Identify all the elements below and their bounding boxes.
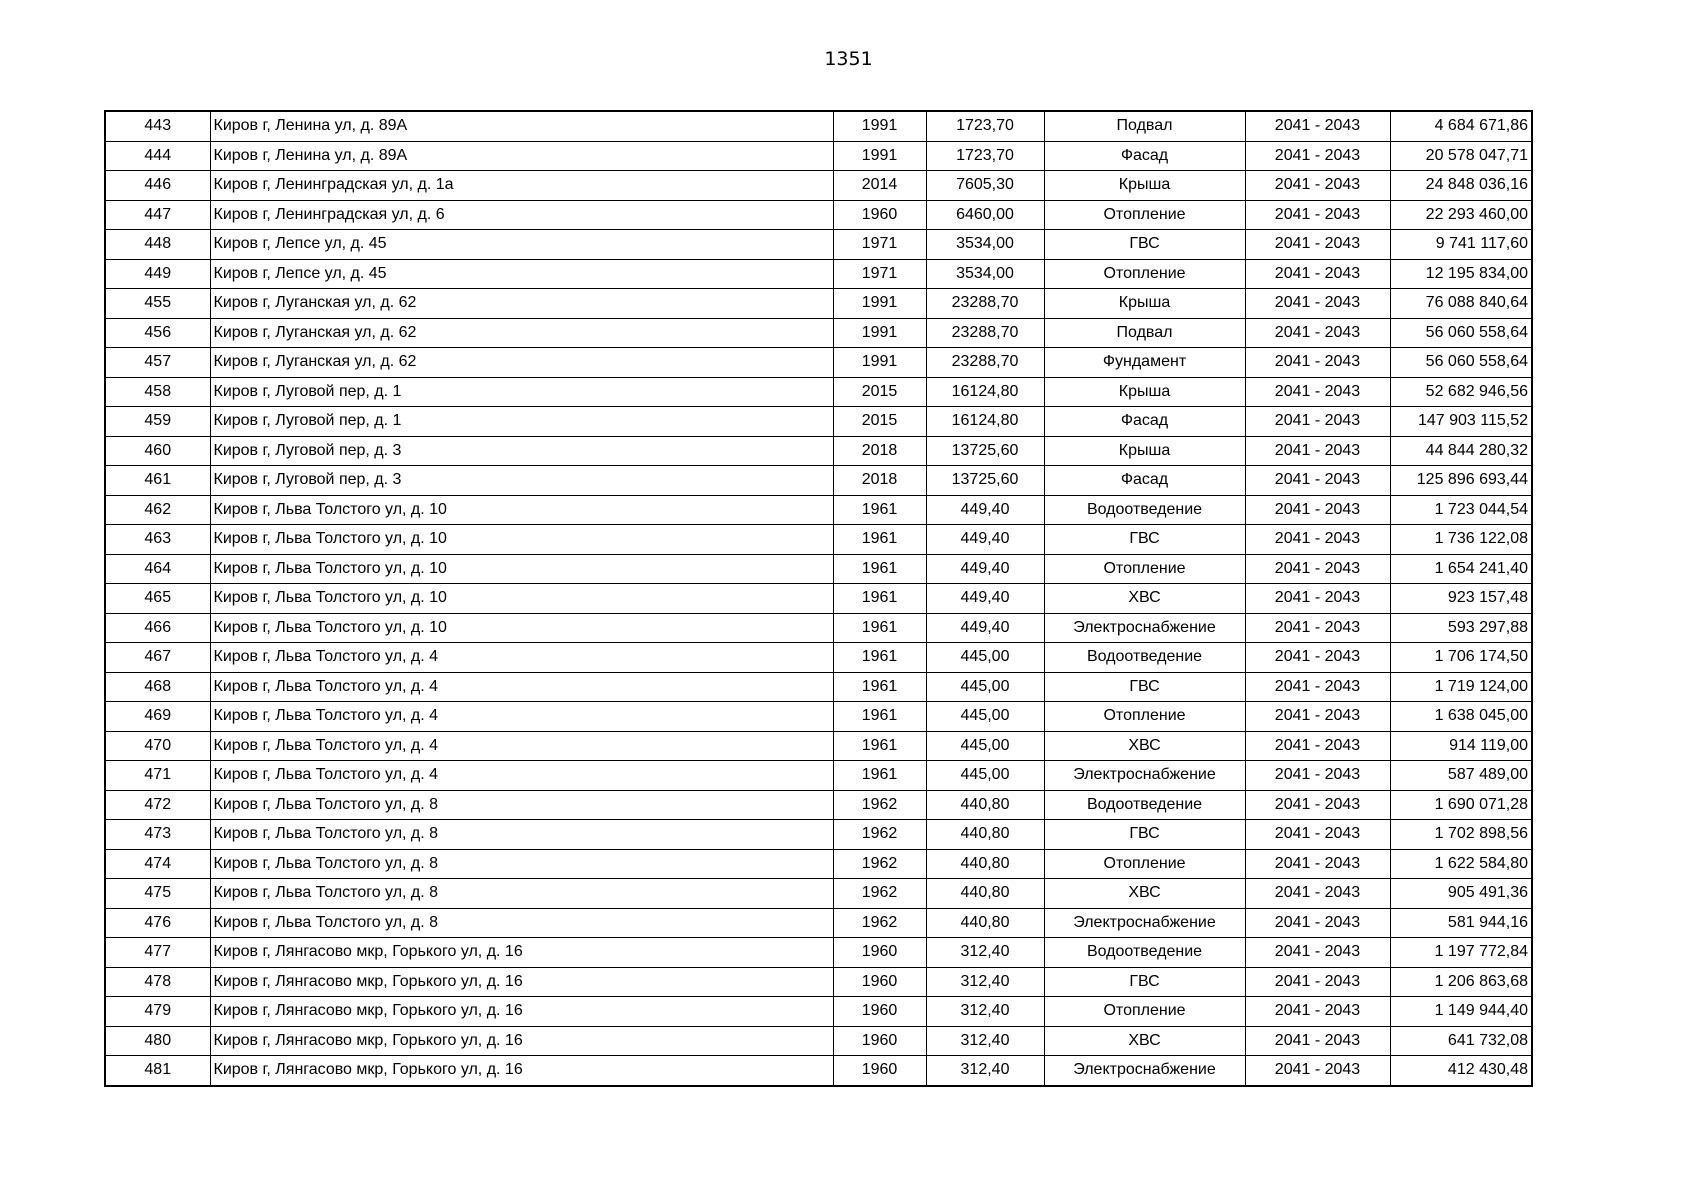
table-row (105, 259, 1532, 289)
cost-cell: 9 741 117,60 (1390, 230, 1532, 260)
table-row (105, 111, 1532, 141)
row-number-cell: 464 (105, 554, 210, 584)
area-cell: 445,00 (926, 731, 1044, 761)
table-row (105, 731, 1532, 761)
row-number-cell: 479 (105, 997, 210, 1027)
build-year-cell: 1991 (833, 348, 926, 378)
area-cell: 6460,00 (926, 200, 1044, 230)
area-cell: 445,00 (926, 643, 1044, 673)
row-number-cell: 455 (105, 289, 210, 319)
table-row (105, 672, 1532, 702)
address-cell: Киров г, Льва Толстого ул, д. 4 (210, 761, 833, 791)
address-cell: Киров г, Лянгасово мкр, Горького ул, д. 16 (210, 938, 833, 968)
table-row (105, 466, 1532, 496)
period-cell: 2041 - 2043 (1245, 259, 1390, 289)
period-cell: 2041 - 2043 (1245, 554, 1390, 584)
address-cell: Киров г, Луговой пер, д. 1 (210, 377, 833, 407)
period-cell: 2041 - 2043 (1245, 348, 1390, 378)
cost-cell: 56 060 558,64 (1390, 348, 1532, 378)
work-type-cell: ХВС (1044, 584, 1245, 614)
work-type-cell: Крыша (1044, 436, 1245, 466)
build-year-cell: 2014 (833, 171, 926, 201)
table-row (105, 908, 1532, 938)
table-row (105, 377, 1532, 407)
cost-cell: 1 706 174,50 (1390, 643, 1532, 673)
area-cell: 312,40 (926, 967, 1044, 997)
cost-cell: 1 149 944,40 (1390, 997, 1532, 1027)
cost-cell: 20 578 047,71 (1390, 141, 1532, 171)
area-cell: 440,80 (926, 790, 1044, 820)
address-cell: Киров г, Лянгасово мкр, Горького ул, д. 16 (210, 1056, 833, 1086)
area-cell: 312,40 (926, 997, 1044, 1027)
work-type-cell: Электроснабжение (1044, 1056, 1245, 1086)
table-row (105, 613, 1532, 643)
page-number: 1351 (824, 48, 873, 70)
period-cell: 2041 - 2043 (1245, 200, 1390, 230)
build-year-cell: 1960 (833, 938, 926, 968)
area-cell: 312,40 (926, 938, 1044, 968)
row-number-cell: 481 (105, 1056, 210, 1086)
build-year-cell: 1960 (833, 200, 926, 230)
period-cell: 2041 - 2043 (1245, 702, 1390, 732)
period-cell: 2041 - 2043 (1245, 318, 1390, 348)
area-cell: 23288,70 (926, 348, 1044, 378)
work-type-cell: ХВС (1044, 731, 1245, 761)
period-cell: 2041 - 2043 (1245, 879, 1390, 909)
work-type-cell: Электроснабжение (1044, 761, 1245, 791)
table-row (105, 171, 1532, 201)
area-cell: 440,80 (926, 849, 1044, 879)
cost-cell: 1 197 772,84 (1390, 938, 1532, 968)
build-year-cell: 1962 (833, 879, 926, 909)
area-cell: 7605,30 (926, 171, 1044, 201)
cost-cell: 147 903 115,52 (1390, 407, 1532, 437)
cost-cell: 12 195 834,00 (1390, 259, 1532, 289)
row-number-cell: 459 (105, 407, 210, 437)
capital-repair-table (104, 110, 1533, 1087)
address-cell: Киров г, Лепсе ул, д. 45 (210, 259, 833, 289)
address-cell: Киров г, Льва Толстого ул, д. 10 (210, 495, 833, 525)
period-cell: 2041 - 2043 (1245, 584, 1390, 614)
period-cell: 2041 - 2043 (1245, 436, 1390, 466)
build-year-cell: 1991 (833, 318, 926, 348)
work-type-cell: ГВС (1044, 672, 1245, 702)
table-row (105, 318, 1532, 348)
table-row (105, 200, 1532, 230)
cost-cell: 52 682 946,56 (1390, 377, 1532, 407)
address-cell: Киров г, Льва Толстого ул, д. 10 (210, 613, 833, 643)
row-number-cell: 467 (105, 643, 210, 673)
cost-cell: 125 896 693,44 (1390, 466, 1532, 496)
work-type-cell: ХВС (1044, 879, 1245, 909)
cost-cell: 44 844 280,32 (1390, 436, 1532, 466)
build-year-cell: 2015 (833, 377, 926, 407)
table-row (105, 790, 1532, 820)
cost-cell: 1 723 044,54 (1390, 495, 1532, 525)
period-cell: 2041 - 2043 (1245, 466, 1390, 496)
build-year-cell: 1962 (833, 790, 926, 820)
address-cell: Киров г, Лянгасово мкр, Горького ул, д. 16 (210, 1026, 833, 1056)
work-type-cell: Водоотведение (1044, 495, 1245, 525)
row-number-cell: 472 (105, 790, 210, 820)
period-cell: 2041 - 2043 (1245, 289, 1390, 319)
address-cell: Киров г, Льва Толстого ул, д. 4 (210, 731, 833, 761)
address-cell: Киров г, Льва Толстого ул, д. 4 (210, 672, 833, 702)
work-type-cell: Водоотведение (1044, 643, 1245, 673)
period-cell: 2041 - 2043 (1245, 1056, 1390, 1086)
cost-cell: 1 690 071,28 (1390, 790, 1532, 820)
row-number-cell: 471 (105, 761, 210, 791)
address-cell: Киров г, Луганская ул, д. 62 (210, 348, 833, 378)
area-cell: 449,40 (926, 525, 1044, 555)
work-type-cell: Отопление (1044, 849, 1245, 879)
area-cell: 449,40 (926, 495, 1044, 525)
area-cell: 1723,70 (926, 141, 1044, 171)
area-cell: 445,00 (926, 761, 1044, 791)
row-number-cell: 470 (105, 731, 210, 761)
build-year-cell: 1991 (833, 141, 926, 171)
work-type-cell: Крыша (1044, 289, 1245, 319)
row-number-cell: 448 (105, 230, 210, 260)
row-number-cell: 478 (105, 967, 210, 997)
work-type-cell: Фасад (1044, 407, 1245, 437)
period-cell: 2041 - 2043 (1245, 761, 1390, 791)
area-cell: 449,40 (926, 584, 1044, 614)
address-cell: Киров г, Ленина ул, д. 89А (210, 111, 833, 141)
address-cell: Киров г, Луговой пер, д. 3 (210, 466, 833, 496)
build-year-cell: 1960 (833, 1026, 926, 1056)
row-number-cell: 474 (105, 849, 210, 879)
cost-cell: 581 944,16 (1390, 908, 1532, 938)
area-cell: 449,40 (926, 613, 1044, 643)
period-cell: 2041 - 2043 (1245, 1026, 1390, 1056)
address-cell: Киров г, Лянгасово мкр, Горького ул, д. 16 (210, 967, 833, 997)
work-type-cell: ГВС (1044, 820, 1245, 850)
build-year-cell: 1962 (833, 820, 926, 850)
work-type-cell: ХВС (1044, 1026, 1245, 1056)
address-cell: Киров г, Льва Толстого ул, д. 8 (210, 849, 833, 879)
period-cell: 2041 - 2043 (1245, 171, 1390, 201)
build-year-cell: 1962 (833, 908, 926, 938)
area-cell: 445,00 (926, 702, 1044, 732)
row-number-cell: 446 (105, 171, 210, 201)
table-row (105, 849, 1532, 879)
table-row (105, 230, 1532, 260)
area-cell: 449,40 (926, 554, 1044, 584)
build-year-cell: 1971 (833, 259, 926, 289)
table-row (105, 141, 1532, 171)
row-number-cell: 465 (105, 584, 210, 614)
work-type-cell: Отопление (1044, 702, 1245, 732)
area-cell: 23288,70 (926, 289, 1044, 319)
address-cell: Киров г, Льва Толстого ул, д. 10 (210, 554, 833, 584)
period-cell: 2041 - 2043 (1245, 141, 1390, 171)
cost-cell: 1 719 124,00 (1390, 672, 1532, 702)
build-year-cell: 1961 (833, 672, 926, 702)
area-cell: 13725,60 (926, 466, 1044, 496)
area-cell: 440,80 (926, 908, 1044, 938)
address-cell: Киров г, Льва Толстого ул, д. 10 (210, 584, 833, 614)
row-number-cell: 462 (105, 495, 210, 525)
row-number-cell: 476 (105, 908, 210, 938)
table-row (105, 643, 1532, 673)
build-year-cell: 1961 (833, 495, 926, 525)
area-cell: 312,40 (926, 1056, 1044, 1086)
row-number-cell: 447 (105, 200, 210, 230)
work-type-cell: Крыша (1044, 377, 1245, 407)
period-cell: 2041 - 2043 (1245, 908, 1390, 938)
cost-cell: 923 157,48 (1390, 584, 1532, 614)
work-type-cell: ГВС (1044, 230, 1245, 260)
row-number-cell: 457 (105, 348, 210, 378)
work-type-cell: ГВС (1044, 525, 1245, 555)
row-number-cell: 460 (105, 436, 210, 466)
period-cell: 2041 - 2043 (1245, 790, 1390, 820)
row-number-cell: 444 (105, 141, 210, 171)
cost-cell: 587 489,00 (1390, 761, 1532, 791)
row-number-cell: 443 (105, 111, 210, 141)
address-cell: Киров г, Ленинградская ул, д. 1а (210, 171, 833, 201)
area-cell: 16124,80 (926, 377, 1044, 407)
build-year-cell: 1961 (833, 702, 926, 732)
period-cell: 2041 - 2043 (1245, 731, 1390, 761)
build-year-cell: 1960 (833, 997, 926, 1027)
period-cell: 2041 - 2043 (1245, 525, 1390, 555)
table-row (105, 495, 1532, 525)
table-row (105, 938, 1532, 968)
period-cell: 2041 - 2043 (1245, 672, 1390, 702)
row-number-cell: 466 (105, 613, 210, 643)
cost-cell: 1 206 863,68 (1390, 967, 1532, 997)
table-row (105, 348, 1532, 378)
work-type-cell: Подвал (1044, 111, 1245, 141)
address-cell: Киров г, Льва Толстого ул, д. 10 (210, 525, 833, 555)
table-row (105, 1056, 1532, 1086)
row-number-cell: 480 (105, 1026, 210, 1056)
build-year-cell: 2018 (833, 436, 926, 466)
table-row (105, 407, 1532, 437)
period-cell: 2041 - 2043 (1245, 820, 1390, 850)
address-cell: Киров г, Луганская ул, д. 62 (210, 289, 833, 319)
period-cell: 2041 - 2043 (1245, 849, 1390, 879)
work-type-cell: Электроснабжение (1044, 613, 1245, 643)
address-cell: Киров г, Ленинградская ул, д. 6 (210, 200, 833, 230)
table-row (105, 525, 1532, 555)
build-year-cell: 1971 (833, 230, 926, 260)
build-year-cell: 2015 (833, 407, 926, 437)
cost-cell: 641 732,08 (1390, 1026, 1532, 1056)
address-cell: Киров г, Лепсе ул, д. 45 (210, 230, 833, 260)
period-cell: 2041 - 2043 (1245, 111, 1390, 141)
build-year-cell: 1961 (833, 613, 926, 643)
period-cell: 2041 - 2043 (1245, 613, 1390, 643)
cost-cell: 22 293 460,00 (1390, 200, 1532, 230)
address-cell: Киров г, Лянгасово мкр, Горького ул, д. 16 (210, 997, 833, 1027)
row-number-cell: 477 (105, 938, 210, 968)
address-cell: Киров г, Льва Толстого ул, д. 4 (210, 702, 833, 732)
build-year-cell: 1960 (833, 1056, 926, 1086)
cost-cell: 56 060 558,64 (1390, 318, 1532, 348)
address-cell: Киров г, Льва Толстого ул, д. 8 (210, 908, 833, 938)
cost-cell: 905 491,36 (1390, 879, 1532, 909)
area-cell: 445,00 (926, 672, 1044, 702)
table-row (105, 584, 1532, 614)
address-cell: Киров г, Луговой пер, д. 3 (210, 436, 833, 466)
area-cell: 1723,70 (926, 111, 1044, 141)
area-cell: 23288,70 (926, 318, 1044, 348)
period-cell: 2041 - 2043 (1245, 407, 1390, 437)
row-number-cell: 469 (105, 702, 210, 732)
build-year-cell: 1962 (833, 849, 926, 879)
area-cell: 13725,60 (926, 436, 1044, 466)
period-cell: 2041 - 2043 (1245, 997, 1390, 1027)
period-cell: 2041 - 2043 (1245, 938, 1390, 968)
cost-cell: 76 088 840,64 (1390, 289, 1532, 319)
work-type-cell: Отопление (1044, 554, 1245, 584)
address-cell: Киров г, Льва Толстого ул, д. 8 (210, 790, 833, 820)
work-type-cell: Крыша (1044, 171, 1245, 201)
build-year-cell: 1961 (833, 643, 926, 673)
work-type-cell: Фундамент (1044, 348, 1245, 378)
cost-cell: 593 297,88 (1390, 613, 1532, 643)
cost-cell: 1 654 241,40 (1390, 554, 1532, 584)
table-row (105, 289, 1532, 319)
work-type-cell: Водоотведение (1044, 790, 1245, 820)
row-number-cell: 458 (105, 377, 210, 407)
work-type-cell: Электроснабжение (1044, 908, 1245, 938)
address-cell: Киров г, Луговой пер, д. 1 (210, 407, 833, 437)
build-year-cell: 1961 (833, 554, 926, 584)
work-type-cell: Подвал (1044, 318, 1245, 348)
table-row (105, 436, 1532, 466)
table-row (105, 702, 1532, 732)
area-cell: 3534,00 (926, 259, 1044, 289)
row-number-cell: 475 (105, 879, 210, 909)
work-type-cell: ГВС (1044, 967, 1245, 997)
cost-cell: 1 638 045,00 (1390, 702, 1532, 732)
area-cell: 440,80 (926, 879, 1044, 909)
table-row (105, 879, 1532, 909)
cost-cell: 1 736 122,08 (1390, 525, 1532, 555)
area-cell: 312,40 (926, 1026, 1044, 1056)
row-number-cell: 473 (105, 820, 210, 850)
build-year-cell: 1960 (833, 967, 926, 997)
cost-cell: 24 848 036,16 (1390, 171, 1532, 201)
work-type-cell: Отопление (1044, 259, 1245, 289)
address-cell: Киров г, Ленина ул, д. 89А (210, 141, 833, 171)
address-cell: Киров г, Льва Толстого ул, д. 4 (210, 643, 833, 673)
work-type-cell: Фасад (1044, 466, 1245, 496)
cost-cell: 412 430,48 (1390, 1056, 1532, 1086)
address-cell: Киров г, Льва Толстого ул, д. 8 (210, 820, 833, 850)
period-cell: 2041 - 2043 (1245, 230, 1390, 260)
row-number-cell: 456 (105, 318, 210, 348)
work-type-cell: Водоотведение (1044, 938, 1245, 968)
address-cell: Киров г, Луганская ул, д. 62 (210, 318, 833, 348)
work-type-cell: Фасад (1044, 141, 1245, 171)
period-cell: 2041 - 2043 (1245, 495, 1390, 525)
table-body (105, 111, 1532, 1086)
row-number-cell: 463 (105, 525, 210, 555)
table-row (105, 1026, 1532, 1056)
table-row (105, 820, 1532, 850)
build-year-cell: 1991 (833, 111, 926, 141)
cost-cell: 1 622 584,80 (1390, 849, 1532, 879)
build-year-cell: 1961 (833, 731, 926, 761)
row-number-cell: 461 (105, 466, 210, 496)
table-row (105, 761, 1532, 791)
table-row (105, 967, 1532, 997)
work-type-cell: Отопление (1044, 200, 1245, 230)
cost-cell: 914 119,00 (1390, 731, 1532, 761)
area-cell: 16124,80 (926, 407, 1044, 437)
work-type-cell: Отопление (1044, 997, 1245, 1027)
build-year-cell: 1961 (833, 584, 926, 614)
build-year-cell: 1961 (833, 525, 926, 555)
address-cell: Киров г, Льва Толстого ул, д. 8 (210, 879, 833, 909)
table-row (105, 997, 1532, 1027)
row-number-cell: 468 (105, 672, 210, 702)
build-year-cell: 2018 (833, 466, 926, 496)
cost-cell: 1 702 898,56 (1390, 820, 1532, 850)
period-cell: 2041 - 2043 (1245, 643, 1390, 673)
area-cell: 3534,00 (926, 230, 1044, 260)
table-row (105, 554, 1532, 584)
cost-cell: 4 684 671,86 (1390, 111, 1532, 141)
build-year-cell: 1991 (833, 289, 926, 319)
build-year-cell: 1961 (833, 761, 926, 791)
period-cell: 2041 - 2043 (1245, 377, 1390, 407)
area-cell: 440,80 (926, 820, 1044, 850)
row-number-cell: 449 (105, 259, 210, 289)
period-cell: 2041 - 2043 (1245, 967, 1390, 997)
